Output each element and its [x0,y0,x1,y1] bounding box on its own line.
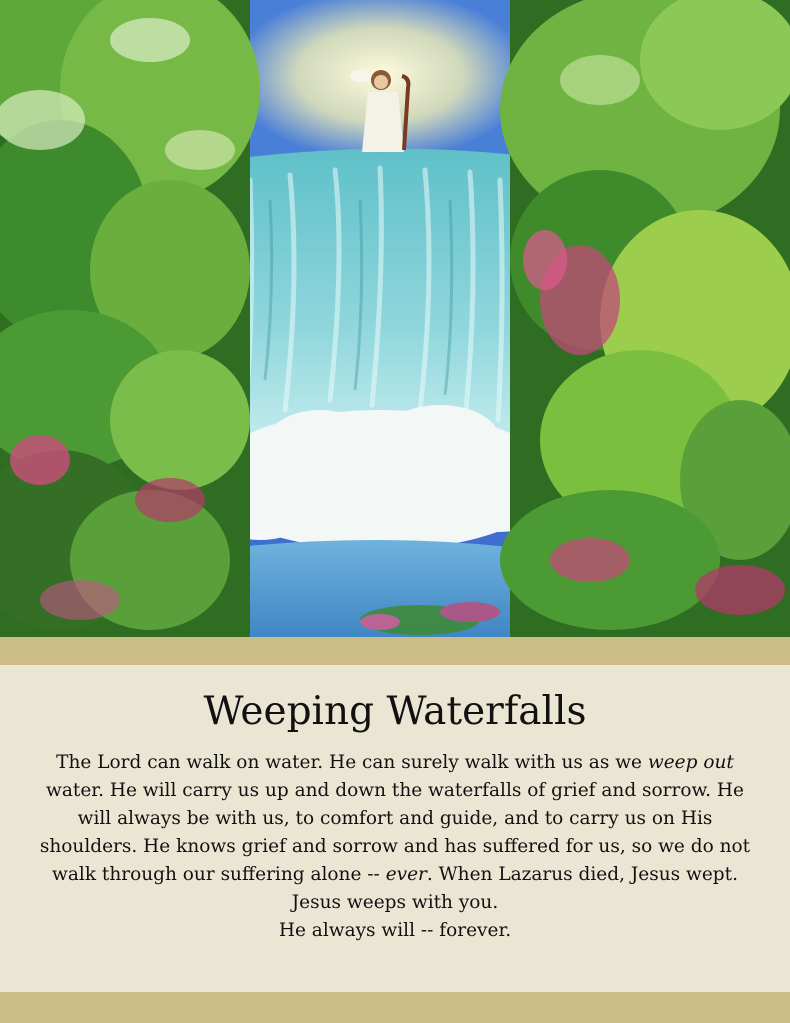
paragraph-part-3: . When Lazarus died, Jesus wept. [426,864,738,885]
top-accent-band [0,637,790,665]
paragraph-emphasis-1: weep out [647,752,734,773]
body-paragraph [30,749,760,889]
bottom-accent-band [0,992,790,1023]
page-title: Weeping Waterfalls [203,689,587,734]
left-trees [0,0,260,637]
paragraph-emphasis-2: ever [385,864,427,885]
text-panel [0,665,790,992]
body-text [30,749,760,945]
body-line-3: He always will -- forever. [278,920,512,941]
body-line-2: Jesus weeps with you. [291,892,499,913]
right-trees [500,0,790,637]
paragraph-part-2: water. He will carry us up and down the waterfalls of grief and sorrow. He will always be with us, to comfort and guide, and to carry us on His shoulders. He knows grief and sorrow and has suffered for us, so we do not walk through our suffering alone -- [39,780,751,885]
paragraph-part-1: The Lord can walk on water. He can surely walk with us as we [56,752,648,773]
